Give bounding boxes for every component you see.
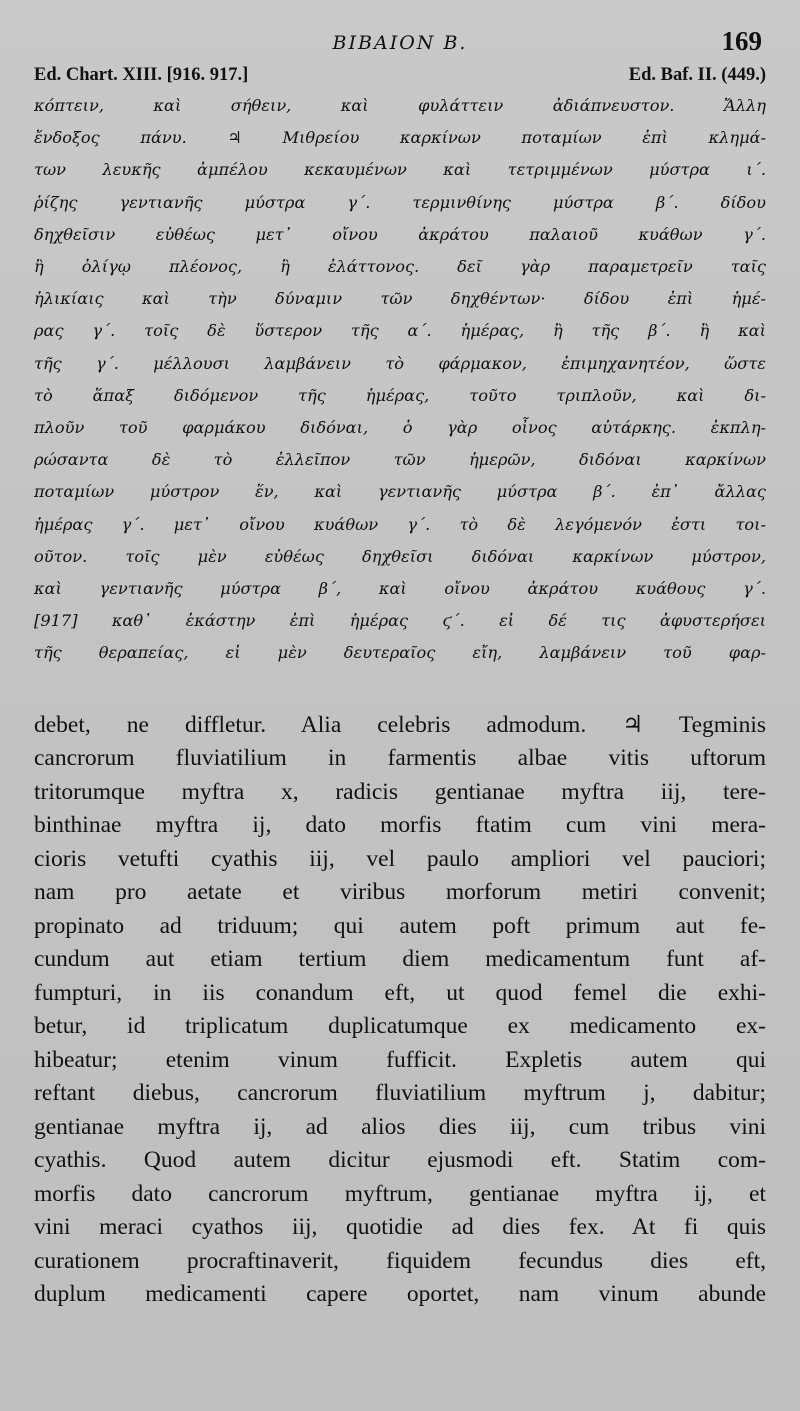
greek-line: δηχθεῖσιν εὐθέως μετ᾽ οἴνου ἀκράτου παλαιοῦ κυάθων γ΄. [34,224,766,244]
greek-text-block [34,90,766,670]
latin-line: morfis dato cancrorum myftrum, gentianae myftra ij, et [34,1180,766,1207]
greek-line: ρώσαντα δὲ τὸ ἐλλεῖπον τῶν ἡμερῶν, διδόναι καρκίνων [34,450,766,470]
latin-line: nam pro aetate et viribus morforum metiri convenit; [34,879,766,906]
greek-line: ποταμίων μύστρον ἕν, καὶ γεντιανῆς μύστρα β΄. ἐπ᾽ ἄλλας [34,482,766,502]
greek-line: τῆς θεραπείας, εἰ μὲν δευτεραῖος εἴη, λαμβάνειν τοῦ φαρ- [34,643,766,663]
edition-reference-right: Ed. Baf. II. (449.) [628,65,766,85]
latin-line: duplum medicamenti capere oportet, nam vinum abunde [34,1281,766,1308]
greek-line: των λευκῆς ἀμπέλου κεκαυμένων καὶ τετριμμένων μύστρα ι΄. [34,160,766,180]
greek-line: καὶ γεντιανῆς μύστρα β΄, καὶ οἴνου ἀκράτου κυάθους γ΄. [34,579,766,599]
greek-line: ἡμέρας γ΄. μετ᾽ οἴνου κυάθων γ΄. τὸ δὲ λεγόμενόν ἐστι τοι- [34,514,766,534]
greek-line: κόπτειν, καὶ σήθειν, καὶ φυλάττειν ἀδιάπνευστον. Ἄλλη [34,96,766,115]
latin-line: betur, id triplicatum duplicatumque ex medicamento ex- [34,1013,766,1040]
edition-reference-line [34,62,766,88]
greek-line: τὸ ἅπαξ διδόμενον τῆς ἡμέρας, τοῦτο τριπλοῦν, καὶ δι- [34,385,766,405]
latin-line: cundum aut etiam tertium diem medicamentum funt af- [34,946,766,973]
latin-line: binthinae myftra ij, dato morfis ftatim cum vini mera- [34,812,766,839]
latin-line: cyathis. Quod autem dicitur ejusmodi eft. Statim com- [34,1147,766,1174]
latin-line: cancrorum fluviatilium in farmentis albae vitis uftorum [34,745,766,772]
greek-line: ρας γ΄. τοῖς δὲ ὕστερον τῆς α΄. ἡμέρας, ἢ τῆς β΄. ἢ καὶ [34,321,766,341]
latin-text-block [34,709,766,1312]
latin-line: cioris vetufti cyathis iij, vel paulo ampliori vel pauciori; [34,845,766,872]
greek-line: οῦτον. τοῖς μὲν εὐθέως δηχθεῖσι διδόναι καρκίνων μύστρον, [34,546,766,566]
greek-line: ῥίζης γεντιανῆς μύστρα γ΄. τερμινθίνης μύστρα β΄. δίδου [34,192,766,212]
latin-line: reftant diebus, cancrorum fluviatilium myftrum j, dabitur; [34,1080,766,1107]
latin-line: gentianae myftra ij, ad alios dies iij, cum tribus vini [34,1113,766,1140]
greek-line: πλοῦν τοῦ φαρμάκου διδόναι, ὁ γὰρ οἶνος αὐτάρκης. ἐκπλη- [34,418,766,438]
edition-reference-left: Ed. Chart. XIII. [916. 917.] [34,65,249,85]
latin-line: fumpturi, in iis conandum eft, ut quod femel die exhi- [34,979,766,1006]
latin-line: propinato ad triduum; qui autem poft primum aut fe- [34,912,766,939]
greek-line: ἡλικίαις καὶ τὴν δύναμιν τῶν δηχθέντων· δίδου ἐπὶ ἡμέ- [34,289,766,309]
greek-line: ἔνδοξος πάνυ. ♃ Μιθρείου καρκίνων ποταμίων ἐπὶ κλημά- [34,128,766,148]
latin-line: debet, ne diffletur. Alia celebris admodum. ♃ Tegminis [34,711,766,738]
greek-line: τῆς γ΄. μέλλουσι λαμβάνειν τὸ φάρμακον, ἐπιμηχανητέον, ὥστε [34,353,766,373]
greek-line: [917] καθ᾽ ἑκάστην ἐπὶ ἡμέρας ϛ΄. εἰ δέ τις ἀφυστερήσει [34,611,766,631]
latin-line: hibeatur; etenim vinum fufficit. Expletis autem qui [34,1046,766,1073]
page-number: 169 [721,26,762,56]
greek-line: ἢ ὀλίγῳ πλέονος, ἢ ἐλάττονος. δεῖ γὰρ παραμετρεῖν ταῖς [34,257,766,277]
latin-line: curationem procraftinaverit, fiquidem fecundus dies eft, [34,1247,766,1274]
running-head [34,26,766,62]
latin-line: tritorumque myftra x, radicis gentianae myftra iij, tere- [34,778,766,805]
running-title: BIBAION B. [332,32,468,54]
latin-line: vini meraci cyathos iij, quotidie ad dies fex. At fi quis [34,1214,766,1241]
